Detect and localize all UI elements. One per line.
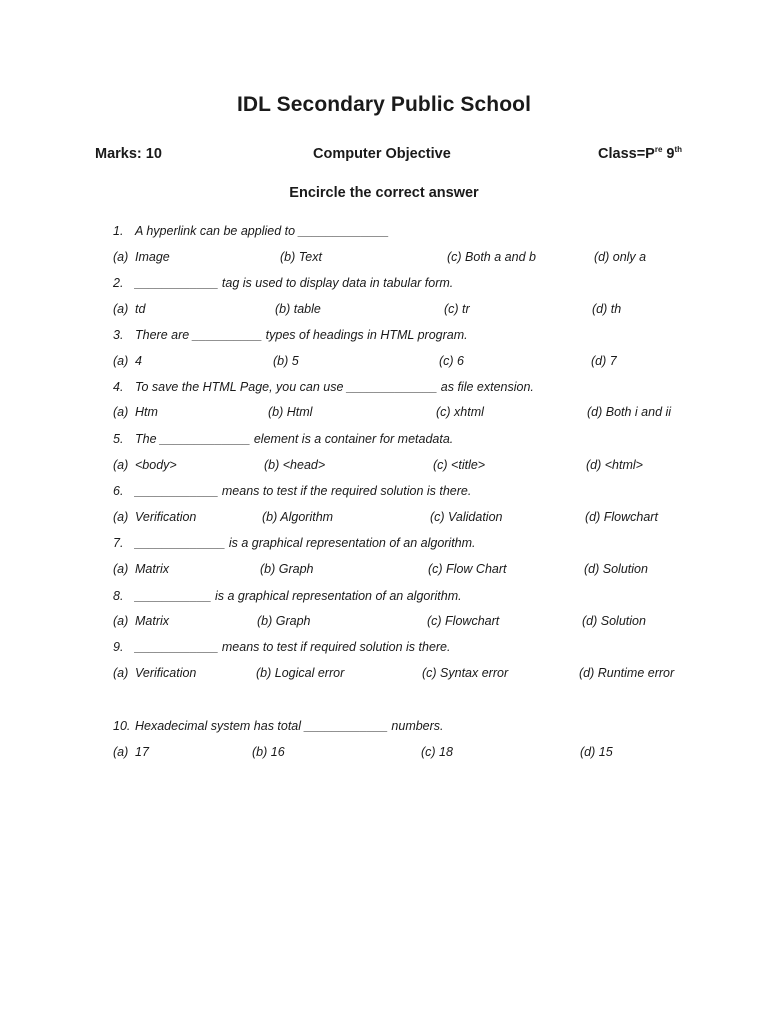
question-text: A hyperlink can be applied to _____________ [135,224,389,238]
question-number: 4. [113,380,124,394]
question-row [0,276,768,294]
question-text: _____________ is a graphical representation of an algorithm. [135,536,476,550]
subject-label: Computer Objective [313,146,451,162]
class-prefix: Class=P [598,146,655,162]
question-number: 1. [113,224,124,238]
answer-option[interactable]: Matrix [135,614,170,628]
question-text: ____________ tag is used to display data in tabular form. [135,276,454,290]
question-number: 2. [113,276,124,290]
question-row [0,328,768,346]
question-number: 7. [113,536,124,550]
question-text: The _____________ element is a container for metadata. [135,432,454,446]
option-a-label: (a) [113,510,129,524]
answer-option[interactable]: Verification [135,510,197,524]
class-superscript-1: re [654,145,663,155]
answer-option[interactable]: (c) Validation [430,510,503,524]
question-row [0,380,768,398]
question-text: To save the HTML Page, you can use _____________ as file extension. [135,380,534,394]
question-text: ____________ means to test if required solution is there. [135,640,451,654]
option-a-label: (a) [113,562,129,576]
question-text: ___________ is a graphical representation of an algorithm. [135,589,462,603]
option-a-label: (a) [113,614,129,628]
answer-option[interactable]: (c) <title> [433,458,486,472]
question-number: 9. [113,640,124,654]
question-text: Hexadecimal system has total ____________ numbers. [135,719,444,733]
options-row [0,745,768,763]
answer-option[interactable]: (b) Html [268,405,313,419]
instruction: Encircle the correct answer [289,185,479,201]
answer-option[interactable]: (d) Flowchart [585,510,658,524]
school-title: IDL Secondary Public School [236,93,532,116]
answer-option[interactable]: (c) Flow Chart [428,562,507,576]
answer-option[interactable]: (b) table [275,302,321,316]
marks-label: Marks: 10 [95,146,162,162]
question-row [0,640,768,658]
question-row [0,536,768,554]
answer-option[interactable]: Htm [135,405,158,419]
question-number: 10. [113,719,131,733]
options-row [0,614,768,632]
question-row [0,589,768,607]
answer-option[interactable]: (b) Graph [257,614,311,628]
answer-option[interactable]: Verification [135,666,197,680]
answer-option[interactable]: (b) <head> [264,458,326,472]
answer-option[interactable]: (b) Algorithm [262,510,334,524]
answer-option[interactable]: (d) Both i and ii [587,405,672,419]
paper-meta [0,146,768,166]
answer-option[interactable]: Matrix [135,562,170,576]
options-row [0,354,768,372]
answer-option[interactable]: 4 [135,354,142,368]
answer-option[interactable]: (c) Syntax error [422,666,509,680]
answer-option[interactable]: (b) Graph [260,562,314,576]
class-grade: 9 [662,146,675,162]
answer-option[interactable]: (c) xhtml [436,405,484,419]
answer-option[interactable]: (b) 16 [252,745,285,759]
answer-option[interactable]: (b) Logical error [256,666,345,680]
answer-option[interactable]: (b) 5 [273,354,299,368]
options-row [0,562,768,580]
class-superscript-2: th [674,145,683,155]
option-a-label: (a) [113,302,129,316]
answer-option[interactable]: td [135,302,146,316]
answer-option[interactable]: (c) 18 [421,745,453,759]
answer-option[interactable]: (c) Flowchart [427,614,500,628]
answer-option[interactable]: (c) Both a and b [447,250,536,264]
option-a-label: (a) [113,666,129,680]
question-row [0,484,768,502]
question-text: There are __________ types of headings in HTML program. [135,328,468,342]
answer-option[interactable]: (d) 7 [591,354,617,368]
option-a-label: (a) [113,250,129,264]
answer-option[interactable]: (c) tr [444,302,470,316]
question-number: 5. [113,432,124,446]
question-number: 6. [113,484,124,498]
answer-option[interactable]: (d) only a [594,250,647,264]
option-a-label: (a) [113,745,129,759]
answer-option[interactable]: (c) 6 [439,354,464,368]
class-label [598,146,682,162]
answer-option[interactable]: (d) Solution [582,614,646,628]
answer-option[interactable]: (d) th [592,302,622,316]
option-a-label: (a) [113,405,129,419]
answer-option[interactable]: (d) Solution [584,562,648,576]
answer-option[interactable]: (d) Runtime error [579,666,675,680]
options-row [0,302,768,320]
answer-option[interactable]: (d) 15 [580,745,613,759]
answer-option[interactable]: 17 [135,745,149,759]
options-row [0,666,768,684]
options-row [0,458,768,476]
question-row [0,224,768,242]
question-number: 8. [113,589,124,603]
question-text: ____________ means to test if the required solution is there. [135,484,472,498]
question-row [0,719,768,737]
question-row [0,432,768,450]
answer-option[interactable]: Image [135,250,170,264]
options-row [0,250,768,268]
question-number: 3. [113,328,124,342]
option-a-label: (a) [113,354,129,368]
answer-option[interactable]: <body> [135,458,177,472]
options-row [0,405,768,423]
answer-option[interactable]: (b) Text [280,250,322,264]
answer-option[interactable]: (d) <html> [586,458,643,472]
options-row [0,510,768,528]
option-a-label: (a) [113,458,129,472]
